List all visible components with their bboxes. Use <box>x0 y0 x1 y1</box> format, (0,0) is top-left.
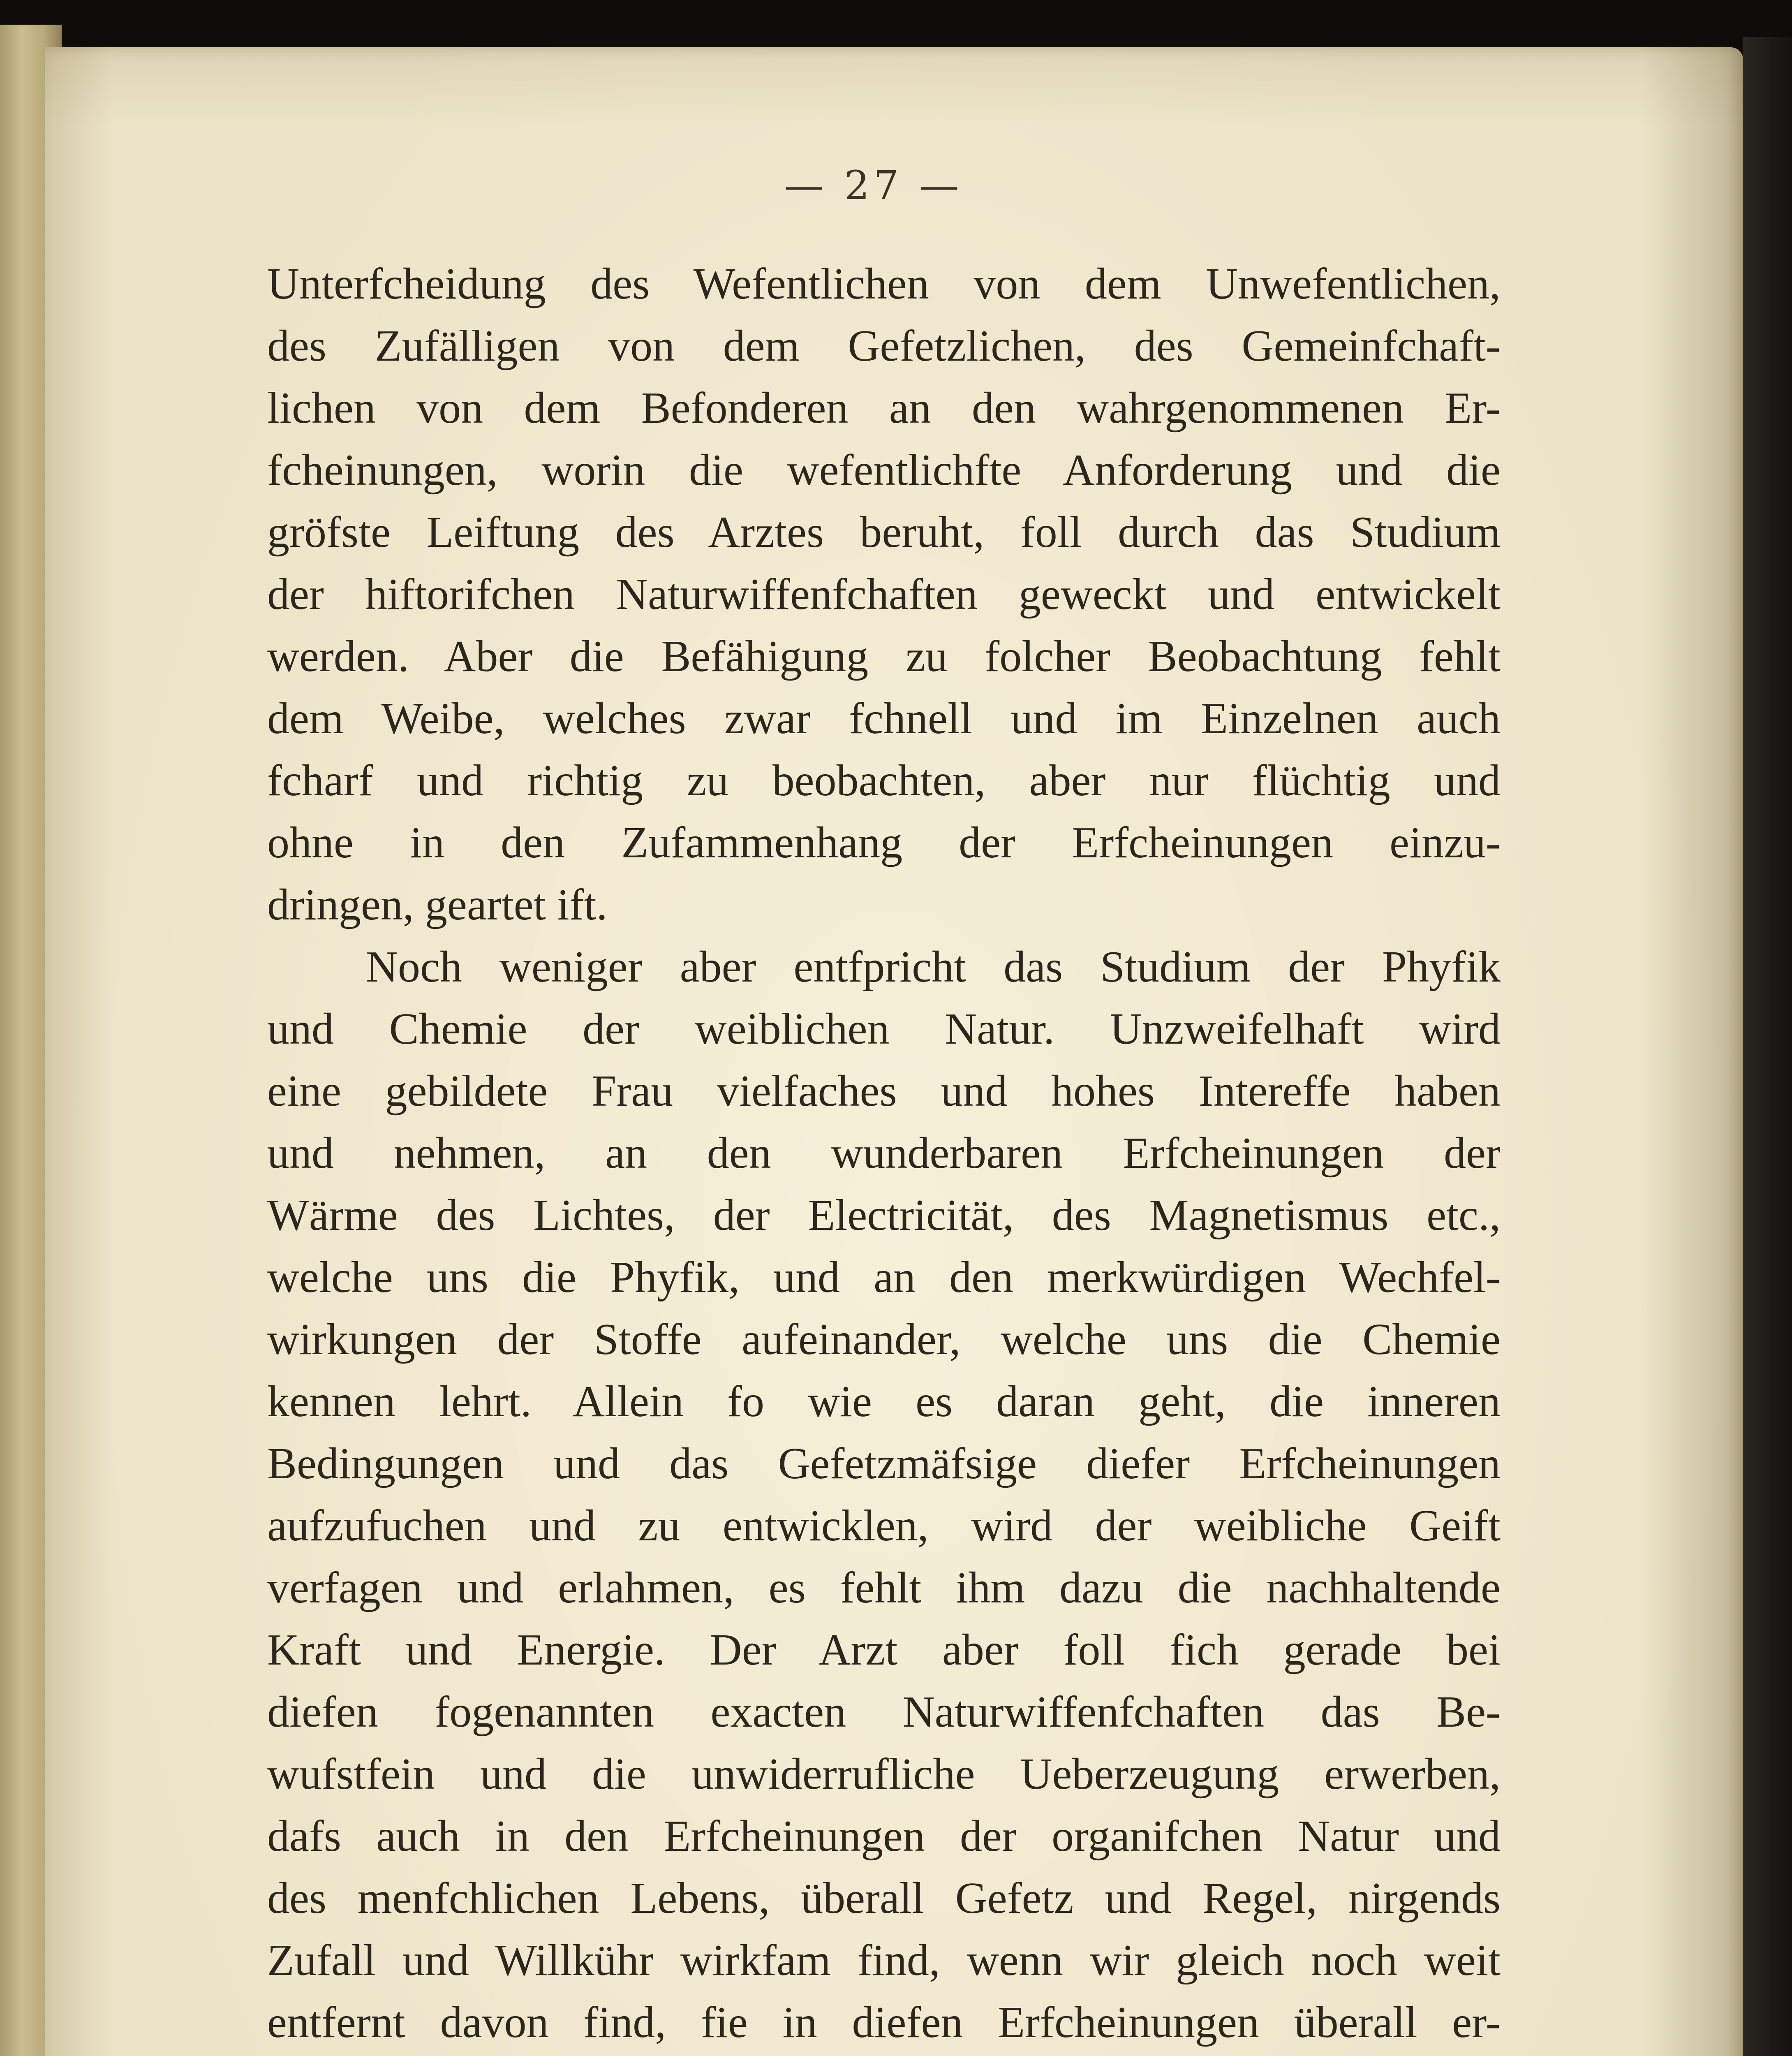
text-line: Kraft und Energie. Der Arzt aber foll fich gerade bei <box>267 1625 1501 1674</box>
text-line: Bedingungen und das Gefetzmäfsige diefer Erfcheinungen <box>267 1439 1501 1488</box>
text-line: des menfchlichen Lebens, überall Gefetz und Regel, nirgends <box>267 1874 1501 1923</box>
text-line: dem Weibe, welches zwar fchnell und im Einzelnen auch <box>267 694 1501 743</box>
text-line: entfernt davon find, fie in diefen Erfcheinungen überall er- <box>267 1998 1501 2047</box>
page-number-header: — 27 — <box>784 162 963 208</box>
text-line: kennen lehrt. Allein fo wie es daran geht, die inneren <box>267 1377 1501 1426</box>
text-line: wirkungen der Stoffe aufeinander, welche uns die Chemie <box>267 1315 1501 1364</box>
text-line: verfagen und erlahmen, es fehlt ihm dazu die nachhaltende <box>267 1563 1501 1612</box>
text-line: dringen, geartet ift. <box>267 880 608 929</box>
text-line: Zufall und Willkühr wirkfam find, wenn wir gleich noch weit <box>267 1936 1501 1985</box>
text-line: aufzufuchen und zu entwicklen, wird der weibliche Geift <box>267 1501 1501 1550</box>
text-line: ohne in den Zufammenhang der Erfcheinungen einzu- <box>267 818 1501 867</box>
text-line: diefen fogenannten exacten Naturwiffenfchaften das Be- <box>267 1688 1501 1736</box>
text-line: und nehmen, an den wunderbaren Erfcheinungen der <box>267 1129 1501 1178</box>
text-line <box>267 2054 1501 2056</box>
text-line: und Chemie der weiblichen Natur. Unzweifelhaft wird <box>267 1005 1501 1053</box>
text-line: des Zufälligen von dem Gefetzlichen, des Gemeinfchaft- <box>267 322 1501 370</box>
text-line: wufstfein und die unwiderrufliche Ueberzeugung erwerben, <box>267 1750 1501 1799</box>
text-line: Noch weniger aber entfpricht das Studium der Phyfik <box>366 942 1501 991</box>
text-line: fcharf und richtig zu beobachten, aber nur flüchtig und <box>267 756 1501 805</box>
text-line: Wärme des Lichtes, der Electricität, des Magnetismus etc., <box>267 1191 1501 1240</box>
body-text <box>267 253 1501 2056</box>
text-line: dafs auch in den Erfcheinungen der organifchen Natur und <box>267 1812 1501 1861</box>
text-line: welche uns die Phyfik, und an den merkwürdigen Wechfel- <box>267 1253 1501 1302</box>
text-line: werden. Aber die Befähigung zu folcher Beobachtung fehlt <box>267 632 1501 681</box>
text-line: der hiftorifchen Naturwiffenfchaften geweckt und entwickelt <box>267 570 1501 619</box>
text-line: fcheinungen, worin die wefentlichfte Anforderung und die <box>267 446 1501 495</box>
text-line: Unterfcheidung des Wefentlichen von dem Unwefentlichen, <box>267 259 1501 308</box>
text-line: eine gebildete Frau vielfaches und hohes Intereffe haben <box>267 1067 1501 1116</box>
text-line: gröfste Leiftung des Arztes beruht, foll durch das Studium <box>267 508 1501 557</box>
text-line: lichen von dem Befonderen an den wahrgenommenen Er- <box>267 384 1501 433</box>
page-edge-shadow <box>1743 37 1792 2056</box>
